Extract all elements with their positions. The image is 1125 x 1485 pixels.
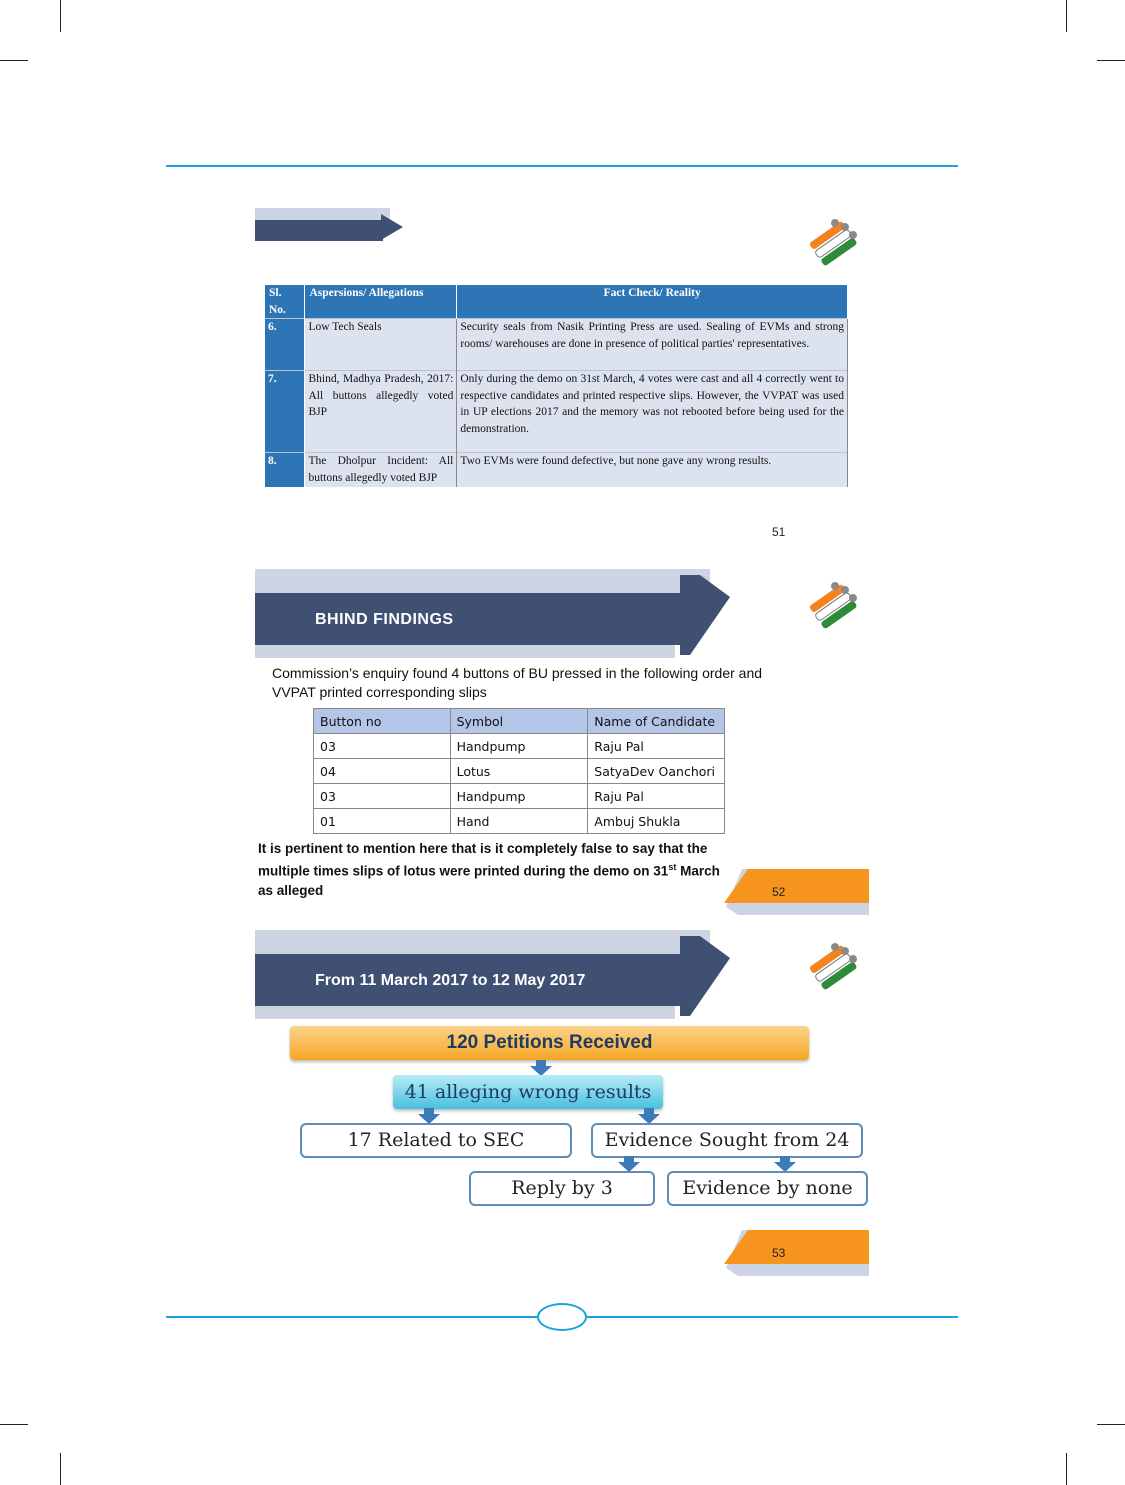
table-cell: Raju Pal — [588, 784, 725, 809]
banner-arrow — [680, 575, 732, 660]
bottom-rule-right — [587, 1316, 958, 1318]
table-header-row — [314, 709, 725, 734]
table-cell: Handpump — [450, 784, 588, 809]
crop-mark — [1066, 0, 1067, 32]
slide-title: BHIND FINDINGS — [315, 611, 454, 628]
column-header-fact-check: Fact Check/ Reality — [457, 285, 848, 319]
table-cell: Hand — [450, 809, 588, 834]
button-order-table — [313, 708, 725, 834]
crop-mark — [0, 1424, 28, 1425]
table-row — [314, 809, 725, 834]
eci-logo-icon — [803, 939, 865, 995]
table-cell: Lotus — [450, 759, 588, 784]
row-number: 6. — [265, 319, 305, 371]
table-header-row — [265, 285, 848, 319]
petitions-received-box: 120 Petitions Received — [290, 1026, 809, 1060]
crop-mark — [1097, 1424, 1125, 1425]
allegation-cell: Bhind, Madhya Pradesh, 2017: All buttons allegedly voted BJP — [305, 371, 457, 453]
fact-cell: Only during the demo on 31st March, 4 votes were cast and all 4 correctly went to respective candidates and printed respective slips. However, the VVPAT was used in UP elections 2017 and the memory was not rebooted before being used for the demonstration. — [457, 371, 848, 453]
crop-mark — [60, 1453, 61, 1485]
arrow-down-icon — [530, 1060, 552, 1076]
table-row — [265, 453, 848, 487]
row-number: 7. — [265, 371, 305, 453]
evidence-sought-box: Evidence Sought from 24 — [591, 1123, 863, 1158]
table-cell: 03 — [314, 784, 451, 809]
fact-cell: Two EVMs were found defective, but none gave any wrong results. — [457, 453, 848, 487]
page-number-tab — [724, 1230, 869, 1276]
page-number-tab — [724, 869, 869, 915]
eci-logo-icon — [803, 215, 865, 271]
eci-logo-icon — [803, 578, 865, 634]
table-cell: Handpump — [450, 734, 588, 759]
table-row — [265, 319, 848, 371]
intro-line: Commission’s enquiry found 4 buttons of BU pressed in the following order and — [272, 665, 763, 681]
table-cell: SatyaDev Oanchori — [588, 759, 725, 784]
arrow-down-icon — [418, 1108, 440, 1124]
related-to-sec-box: 17 Related to SEC — [300, 1123, 572, 1158]
slide-page-number: 53 — [772, 1246, 786, 1260]
column-header-allegations: Aspersions/ Allegations — [305, 285, 457, 319]
table-cell: Ambuj Shukla — [588, 809, 725, 834]
banner-arrow — [680, 936, 732, 1021]
fact-cell: Security seals from Nasik Printing Press are used. Sealing of EVMs and strong rooms/ warehouses are done in presence of political parties' representatives. — [457, 319, 848, 371]
reply-box: Reply by 3 — [469, 1171, 655, 1206]
column-header-candidate: Name of Candidate — [588, 709, 725, 734]
evidence-none-box: Evidence by none — [667, 1171, 868, 1206]
table-cell: Raju Pal — [588, 734, 725, 759]
banner-light-strip — [255, 569, 710, 593]
intro-line: VVPAT printed corresponding slips — [272, 684, 487, 700]
table-cell: 01 — [314, 809, 451, 834]
allegation-cell: The Dholpur Incident: All buttons allegedly voted BJP — [305, 453, 457, 487]
note-text: multiple times slips of lotus were printed during the demo on 31 — [258, 863, 669, 879]
column-header-button-no: Button no — [314, 709, 451, 734]
crop-mark — [60, 0, 61, 32]
arrow-down-icon — [774, 1156, 796, 1172]
banner-dark-strip — [255, 220, 383, 241]
slide-title: From 11 March 2017 to 12 May 2017 — [315, 972, 586, 989]
arrow-down-icon — [618, 1156, 640, 1172]
table-row — [314, 784, 725, 809]
banner-light-strip — [255, 930, 710, 954]
note-line: as alleged — [258, 882, 324, 898]
note-line — [258, 858, 720, 881]
intro-text — [272, 664, 762, 702]
crop-mark — [1097, 60, 1125, 61]
table-cell: 03 — [314, 734, 451, 759]
top-rule — [166, 165, 958, 167]
banner-light-strip-lower — [255, 644, 675, 658]
bottom-rule-left — [166, 1316, 538, 1318]
page-number-oval — [537, 1303, 587, 1331]
table-row — [314, 734, 725, 759]
table-row — [265, 371, 848, 453]
banner-arrow — [381, 214, 403, 240]
row-number: 8. — [265, 453, 305, 487]
allegation-cell: Low Tech Seals — [305, 319, 457, 371]
column-header-symbol: Symbol — [450, 709, 588, 734]
fact-check-table — [265, 285, 848, 487]
crop-mark — [1066, 1453, 1067, 1485]
pertinent-note — [258, 839, 720, 900]
slide-page-number: 52 — [772, 885, 786, 899]
column-header-sl-no: Sl. No. — [265, 285, 305, 319]
banner-light-strip-lower — [255, 1005, 675, 1019]
crop-mark — [0, 60, 28, 61]
note-superscript: st — [668, 862, 677, 872]
banner-light-strip — [255, 208, 390, 220]
arrow-down-icon — [638, 1108, 660, 1124]
table-row — [314, 759, 725, 784]
note-text: March — [676, 863, 720, 879]
note-line: It is pertinent to mention here that is it completely false to say that the — [258, 841, 708, 856]
wrong-results-box: 41 alleging wrong results — [393, 1075, 663, 1109]
table-cell: 04 — [314, 759, 451, 784]
slide-page-number: 51 — [772, 525, 786, 539]
